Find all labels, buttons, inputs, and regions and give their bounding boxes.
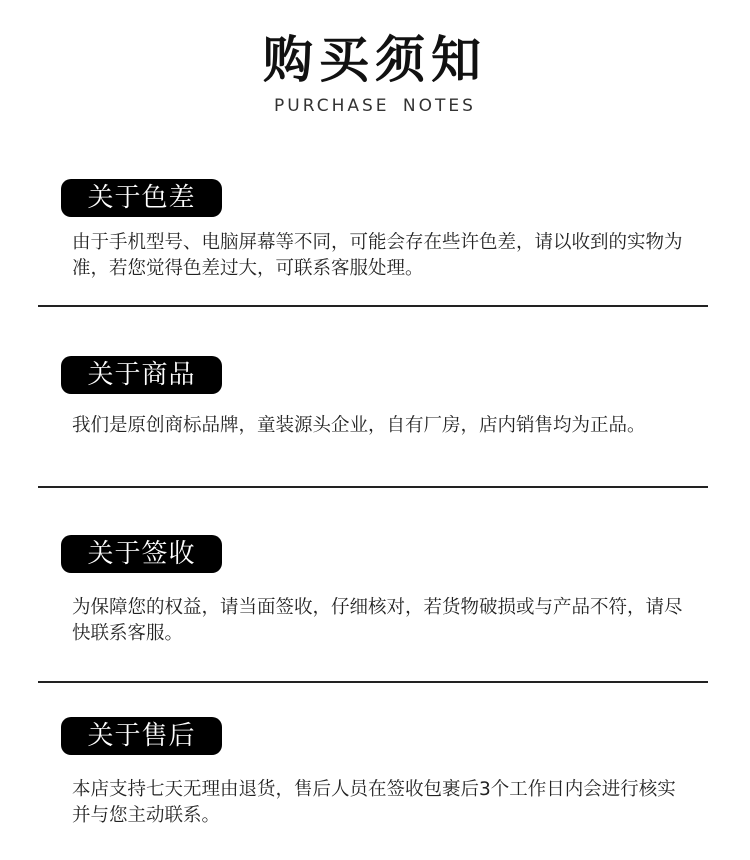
section-divider <box>38 681 708 683</box>
section-body-text: 本店支持七天无理由退货，售后人员在签收包裹后3个工作日内会进行核实并与您主动联系。 <box>72 779 676 826</box>
section-heading-badge: 关于商品 <box>61 356 222 394</box>
section-divider <box>38 486 708 488</box>
page-title: 购买须知 <box>263 31 487 89</box>
section-heading-badge: 关于色差 <box>61 179 222 217</box>
section-body-text: 由于手机型号、电脑屏幕等不同，可能会存在些许色差，请以收到的实物为准，若您觉得色差过大，可联系客服处理。 <box>72 232 683 279</box>
page-subtitle: PURCHASE NOTES <box>274 96 476 116</box>
section-body-text: 我们是原创商标品牌，童装源头企业，自有厂房，店内销售均为正品。 <box>72 415 646 436</box>
section-heading-badge: 关于签收 <box>61 535 222 573</box>
section-body-text: 为保障您的权益，请当面签收，仔细核对，若货物破损或与产品不符，请尽快联系客服。 <box>72 597 683 644</box>
section-heading-badge: 关于售后 <box>61 717 222 755</box>
section-divider <box>38 305 708 307</box>
